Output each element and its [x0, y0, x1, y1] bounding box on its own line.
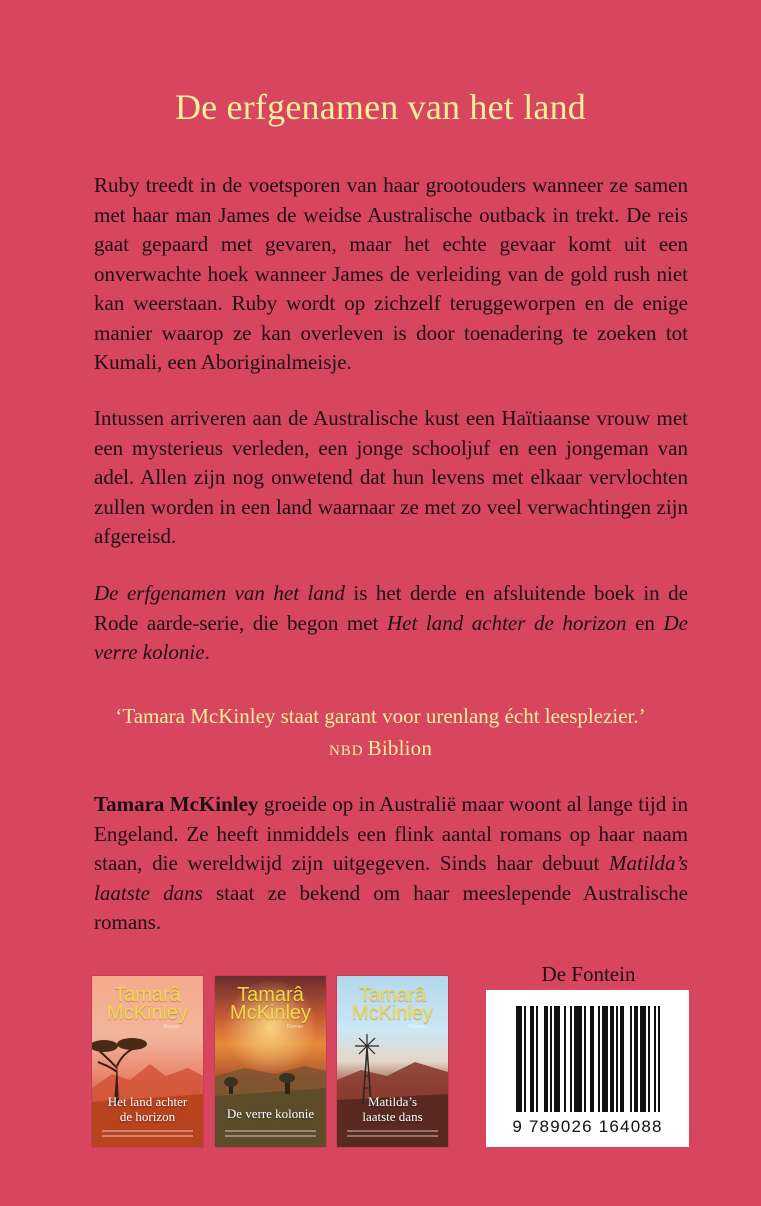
cover-3-blurb-line	[347, 1135, 438, 1137]
cover-1-author-line-2: McKinley	[106, 1002, 189, 1024]
cover-1-title-line-2: de horizon	[119, 1109, 176, 1124]
series-text-c: .	[204, 640, 210, 664]
barcode-bar	[516, 1006, 522, 1112]
cover-3-author-line-2: McKinley	[351, 1002, 434, 1024]
blurb-paragraph-2: Intussen arriveren aan de Australische kust een Haïtiaanse vrouw met een mysterieus verleden, een jonge schooljuf en een jongeman van adel. Allen zijn nog onwetend dat hun levens met elkaar vervlochten zullen worden in een land waarnaar ze met zo veel verwachtingen zijn afgereisd.	[94, 406, 688, 548]
author-bio	[94, 790, 688, 938]
isbn-number: 9 789026 164088	[512, 1117, 663, 1136]
quote-source	[0, 732, 761, 767]
barcode-bar	[616, 1006, 618, 1112]
series-paragraph	[94, 579, 688, 668]
isbn-barcode	[486, 990, 689, 1147]
cover-2-title-line-1: De verre kolonie	[226, 1106, 315, 1121]
author-bio-text-a: groeide op in Australië maar woont al lange tijd in Engeland. Ze heeft inmiddels een flink aantal romans op haar naam staan, die wereldwijd zijn uitgegeven. Sinds haar debuut	[94, 792, 688, 875]
book-cover-2	[215, 976, 326, 1147]
cover-1-label: Roman	[164, 1024, 181, 1030]
barcode-bar	[536, 1006, 538, 1112]
barcode-bar	[658, 1006, 660, 1112]
blurb-paragraph-1: Ruby treedt in de voetsporen van haar grootouders wanneer ze samen met haar man James de weidse Australische outback in trekt. De reis gaat gepaard met gevaren, maar het echte gevaar komt uit een onverwachte hoek wanneer James de verleiding van de gold rush niet kan weerstaan. Ruby wordt op zichzelf teruggeworpen en de enige manier waarop ze kan overleven is door toenadering te zoeken tot Kumali, een Aboriginalmeisje.	[94, 173, 688, 374]
cover-2-author-line-2: McKinley	[229, 1002, 312, 1024]
series-prev-title-1: Het land achter de horizon	[386, 610, 627, 635]
barcode-bar	[598, 1006, 600, 1112]
barcode-bar	[550, 1006, 552, 1112]
barcode-bar	[648, 1006, 650, 1112]
author-debut-title: Matilda’s laatste dans	[94, 851, 688, 905]
barcode-bar	[584, 1006, 586, 1112]
barcode-bar	[654, 1006, 656, 1112]
quote-source-name: Biblion	[367, 736, 433, 760]
barcode-bar	[640, 1006, 646, 1112]
quote-source-prefix: NBD	[328, 743, 364, 759]
barcode-bar	[610, 1006, 614, 1112]
barcode-bar	[574, 1006, 582, 1112]
barcode-bar	[564, 1006, 566, 1112]
barcode-bar	[554, 1006, 560, 1112]
book-cover-1	[92, 976, 203, 1147]
series-text-b: en	[626, 610, 664, 635]
author-bio-text-b: staat ze bekend om haar meeslepende Australische romans.	[94, 880, 688, 934]
barcode-bar	[570, 1006, 572, 1112]
cover-1-blurb-line	[102, 1130, 193, 1132]
publisher-name: De Fontein	[541, 962, 636, 986]
cover-3-title-line-1: Matilda’s	[367, 1094, 418, 1109]
barcode-bar	[634, 1006, 638, 1112]
series-book-title: De erfgenamen van het land	[94, 581, 345, 605]
cover-3-blurb-line	[347, 1130, 438, 1132]
review-quote	[0, 700, 761, 767]
author-name: Tamara McKinley	[94, 792, 259, 816]
book-title: De erfgenamen van het land	[174, 87, 586, 127]
cover-3-author-line-1: Tamarâ	[359, 984, 426, 1006]
book-cover-3	[337, 976, 448, 1147]
barcode-bar	[544, 1006, 548, 1112]
barcode-bar	[524, 1006, 526, 1112]
cover-3-title-line-2: laatste dans	[362, 1109, 423, 1124]
cover-2-blurb-line	[225, 1130, 316, 1132]
barcode-bar	[530, 1006, 534, 1112]
related-books	[92, 976, 449, 1147]
barcode-bar	[620, 1006, 624, 1112]
cover-1-author-line-1: Tamarâ	[114, 984, 181, 1006]
cover-3-label: Roman	[409, 1024, 426, 1030]
quote-text: ‘Tamara McKinley staat garant voor urenlang écht leesplezier.’	[115, 704, 646, 728]
cover-1-blurb-line	[102, 1135, 193, 1137]
cover-1-title-line-1: Het land achter	[107, 1094, 188, 1109]
cover-2-blurb-line	[225, 1135, 316, 1137]
barcode-bar	[590, 1006, 594, 1112]
series-text-a: is het derde en afsluitende boek in de Rode aarde-serie, die begon met	[94, 581, 688, 635]
series-prev-title-2: De verre kolonie	[94, 610, 688, 664]
barcode-bar	[630, 1006, 632, 1112]
cover-2-label: Roman	[287, 1024, 304, 1030]
cover-2-author-line-1: Tamarâ	[237, 984, 304, 1006]
barcode-bar	[602, 1006, 608, 1112]
